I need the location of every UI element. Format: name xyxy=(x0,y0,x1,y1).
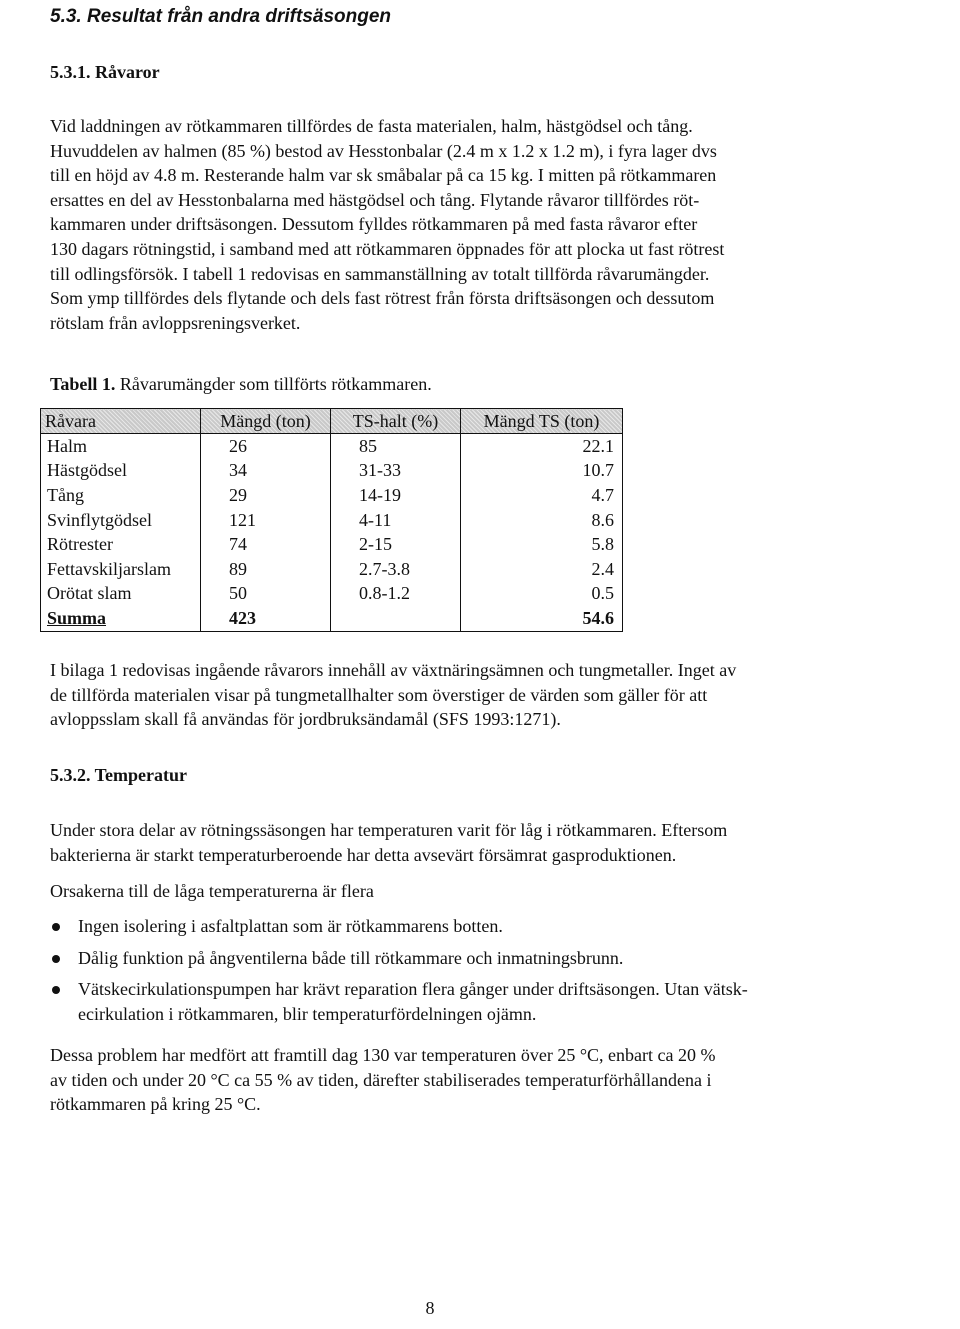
table-cell-sum-label xyxy=(41,606,201,631)
table-cell: 2-15 xyxy=(331,532,461,557)
table-caption xyxy=(50,374,432,395)
table-caption-text: Råvarumängder som tillförts rötkammaren. xyxy=(119,374,432,394)
raw-materials-heading: 5.3.1. Råvaror xyxy=(50,62,160,82)
table-cell: 85 xyxy=(331,434,461,459)
bullet-icon xyxy=(52,923,60,931)
list-item xyxy=(50,977,860,1026)
table-cell: Tång xyxy=(41,483,201,508)
table-row xyxy=(41,434,623,459)
column-header-amount-ts: Mängd TS (ton) xyxy=(461,409,623,434)
table-row xyxy=(41,459,623,484)
table-row xyxy=(41,557,623,582)
text-line: de tillförda materialen visar på tungmetallhalter som överstiger de värden som gäller för att xyxy=(50,684,708,705)
table-cell: 4-11 xyxy=(331,508,461,533)
text-line: Som ymp tillfördes dels flytande och dels fast rötrest från första driftsäsongen och dessutom xyxy=(50,288,715,309)
table-cell: 10.7 xyxy=(461,459,623,484)
list-item xyxy=(50,914,860,939)
text-line: rötkammaren på kring 25 °C. xyxy=(50,1094,261,1115)
text-line: Ingen isolering i asfaltplattan som är rötkammarens botten. xyxy=(78,916,503,936)
text-line: Orsakerna till de låga temperaturerna är flera xyxy=(50,881,374,901)
table-cell-sum-empty xyxy=(331,606,461,631)
table-cell: Rötrester xyxy=(41,532,201,557)
text-line: Dålig funktion på ångventilerna både till rötkammare och inmatningsbrunn. xyxy=(78,947,624,968)
table-cell: 14-19 xyxy=(331,483,461,508)
raw-materials-table xyxy=(40,408,623,632)
table-cell: Svinflytgödsel xyxy=(41,508,201,533)
text-line: till en höjd av 4.8 m. Resterande halm var sk småbalar på ca 15 kg. I mitten på rötkammaren xyxy=(50,165,717,186)
table-cell: 29 xyxy=(201,483,331,508)
temperature-heading: 5.3.2. Temperatur xyxy=(50,765,187,785)
table-cell: 34 xyxy=(201,459,331,484)
causes-list xyxy=(50,914,860,1033)
table-cell-sum-amount: 423 xyxy=(201,606,331,631)
text-line: bakterierna är starkt temperaturberoende har detta avsevärt försämrat gasproduktionen. xyxy=(50,844,677,865)
text-line: Dessa problem har medfört att framtill dag 130 var temperaturen över 25 °C, enbart ca 20 % xyxy=(50,1045,716,1065)
table-cell: Halm xyxy=(41,434,201,459)
table-cell: 8.6 xyxy=(461,508,623,533)
table-cell: 0.8-1.2 xyxy=(331,582,461,607)
text-line: Vid laddningen av rötkammaren tillfördes de fasta materialen, halm, hästgödsel och tång. xyxy=(50,116,693,136)
table-caption-label: Tabell 1. xyxy=(50,374,116,394)
table-row xyxy=(41,483,623,508)
bullet-icon xyxy=(52,955,60,963)
causes-intro xyxy=(50,879,850,904)
table-cell: 22.1 xyxy=(461,434,623,459)
table-cell: 0.5 xyxy=(461,582,623,607)
text-line: Huvuddelen av halmen (85 %) bestod av Hesstonbalar (2.4 m x 1.2 x 1.2 m), i fyra lager dvs xyxy=(50,140,717,161)
column-header-ts-content: TS-halt (%) xyxy=(331,409,461,434)
column-header-material: Råvara xyxy=(41,409,201,434)
table-header-row xyxy=(41,409,623,434)
text-line: Under stora delar av rötningssäsongen har temperaturen varit för låg i rötkammaren. Eftersom xyxy=(50,820,728,840)
table-row xyxy=(41,582,623,607)
text-line: ersattes en del av Hesstonbalarna med hästgödsel och tång. Flytande råvaror tillfördes röt- xyxy=(50,189,700,210)
table-cell: Orötat slam xyxy=(41,582,201,607)
text-line: ecirkulation i rötkammaren, blir temperaturfördelningen ojämn. xyxy=(78,1003,537,1024)
table-cell: 89 xyxy=(201,557,331,582)
page-number: 8 xyxy=(425,1298,435,1318)
text-line: av tiden och under 20 °C ca 55 % av tiden, därefter stabiliserades temperaturförhållandena i xyxy=(50,1069,712,1090)
table-row xyxy=(41,532,623,557)
table-cell: 4.7 xyxy=(461,483,623,508)
text-line: avloppsslam skall få användas för jordbruksändamål (SFS 1993:1271). xyxy=(50,709,561,730)
table-cell: Hästgödsel xyxy=(41,459,201,484)
text-line: 130 dagars rötningstid, i samband med att rötkammaren öppnades för att plocka ut fast rötrest xyxy=(50,238,725,259)
list-item xyxy=(50,946,860,971)
table-cell-sum-ts: 54.6 xyxy=(461,606,623,631)
appendix-paragraph xyxy=(50,658,850,732)
table-sum-row xyxy=(41,606,623,631)
column-header-amount: Mängd (ton) xyxy=(201,409,331,434)
table-cell: 2.7-3.8 xyxy=(331,557,461,582)
table-cell: 74 xyxy=(201,532,331,557)
bullet-icon xyxy=(52,986,60,994)
table-cell: Fettavskiljarslam xyxy=(41,557,201,582)
section-title: 5.3. Resultat från andra driftsäsongen xyxy=(50,6,392,27)
raw-materials-paragraph xyxy=(50,114,850,335)
table-row xyxy=(41,508,623,533)
text-line: kammaren under driftsäsongen. Dessutom fylldes rötkammaren på med fasta råvaror efter xyxy=(50,214,698,235)
table-cell: 50 xyxy=(201,582,331,607)
table-cell: 2.4 xyxy=(461,557,623,582)
text-line: till odlingsförsök. I tabell 1 redovisas en sammanställning av totalt tillförda råvarumängder. xyxy=(50,263,710,284)
table-cell: 31-33 xyxy=(331,459,461,484)
temperature-paragraph xyxy=(50,818,850,867)
table-cell: 26 xyxy=(201,434,331,459)
text-line: rötslam från avloppsreningsverket. xyxy=(50,312,301,333)
text-line: I bilaga 1 redovisas ingående råvarors innehåll av växtnäringsämnen och tungmetaller. Inget av xyxy=(50,660,737,680)
table-cell: 5.8 xyxy=(461,532,623,557)
sum-label: Summa xyxy=(47,607,107,628)
closing-paragraph xyxy=(50,1043,850,1117)
text-line: Vätskecirkulationspumpen har krävt reparation flera gånger under driftsäsongen. Utan vätsk- xyxy=(78,979,748,1000)
table-cell: 121 xyxy=(201,508,331,533)
